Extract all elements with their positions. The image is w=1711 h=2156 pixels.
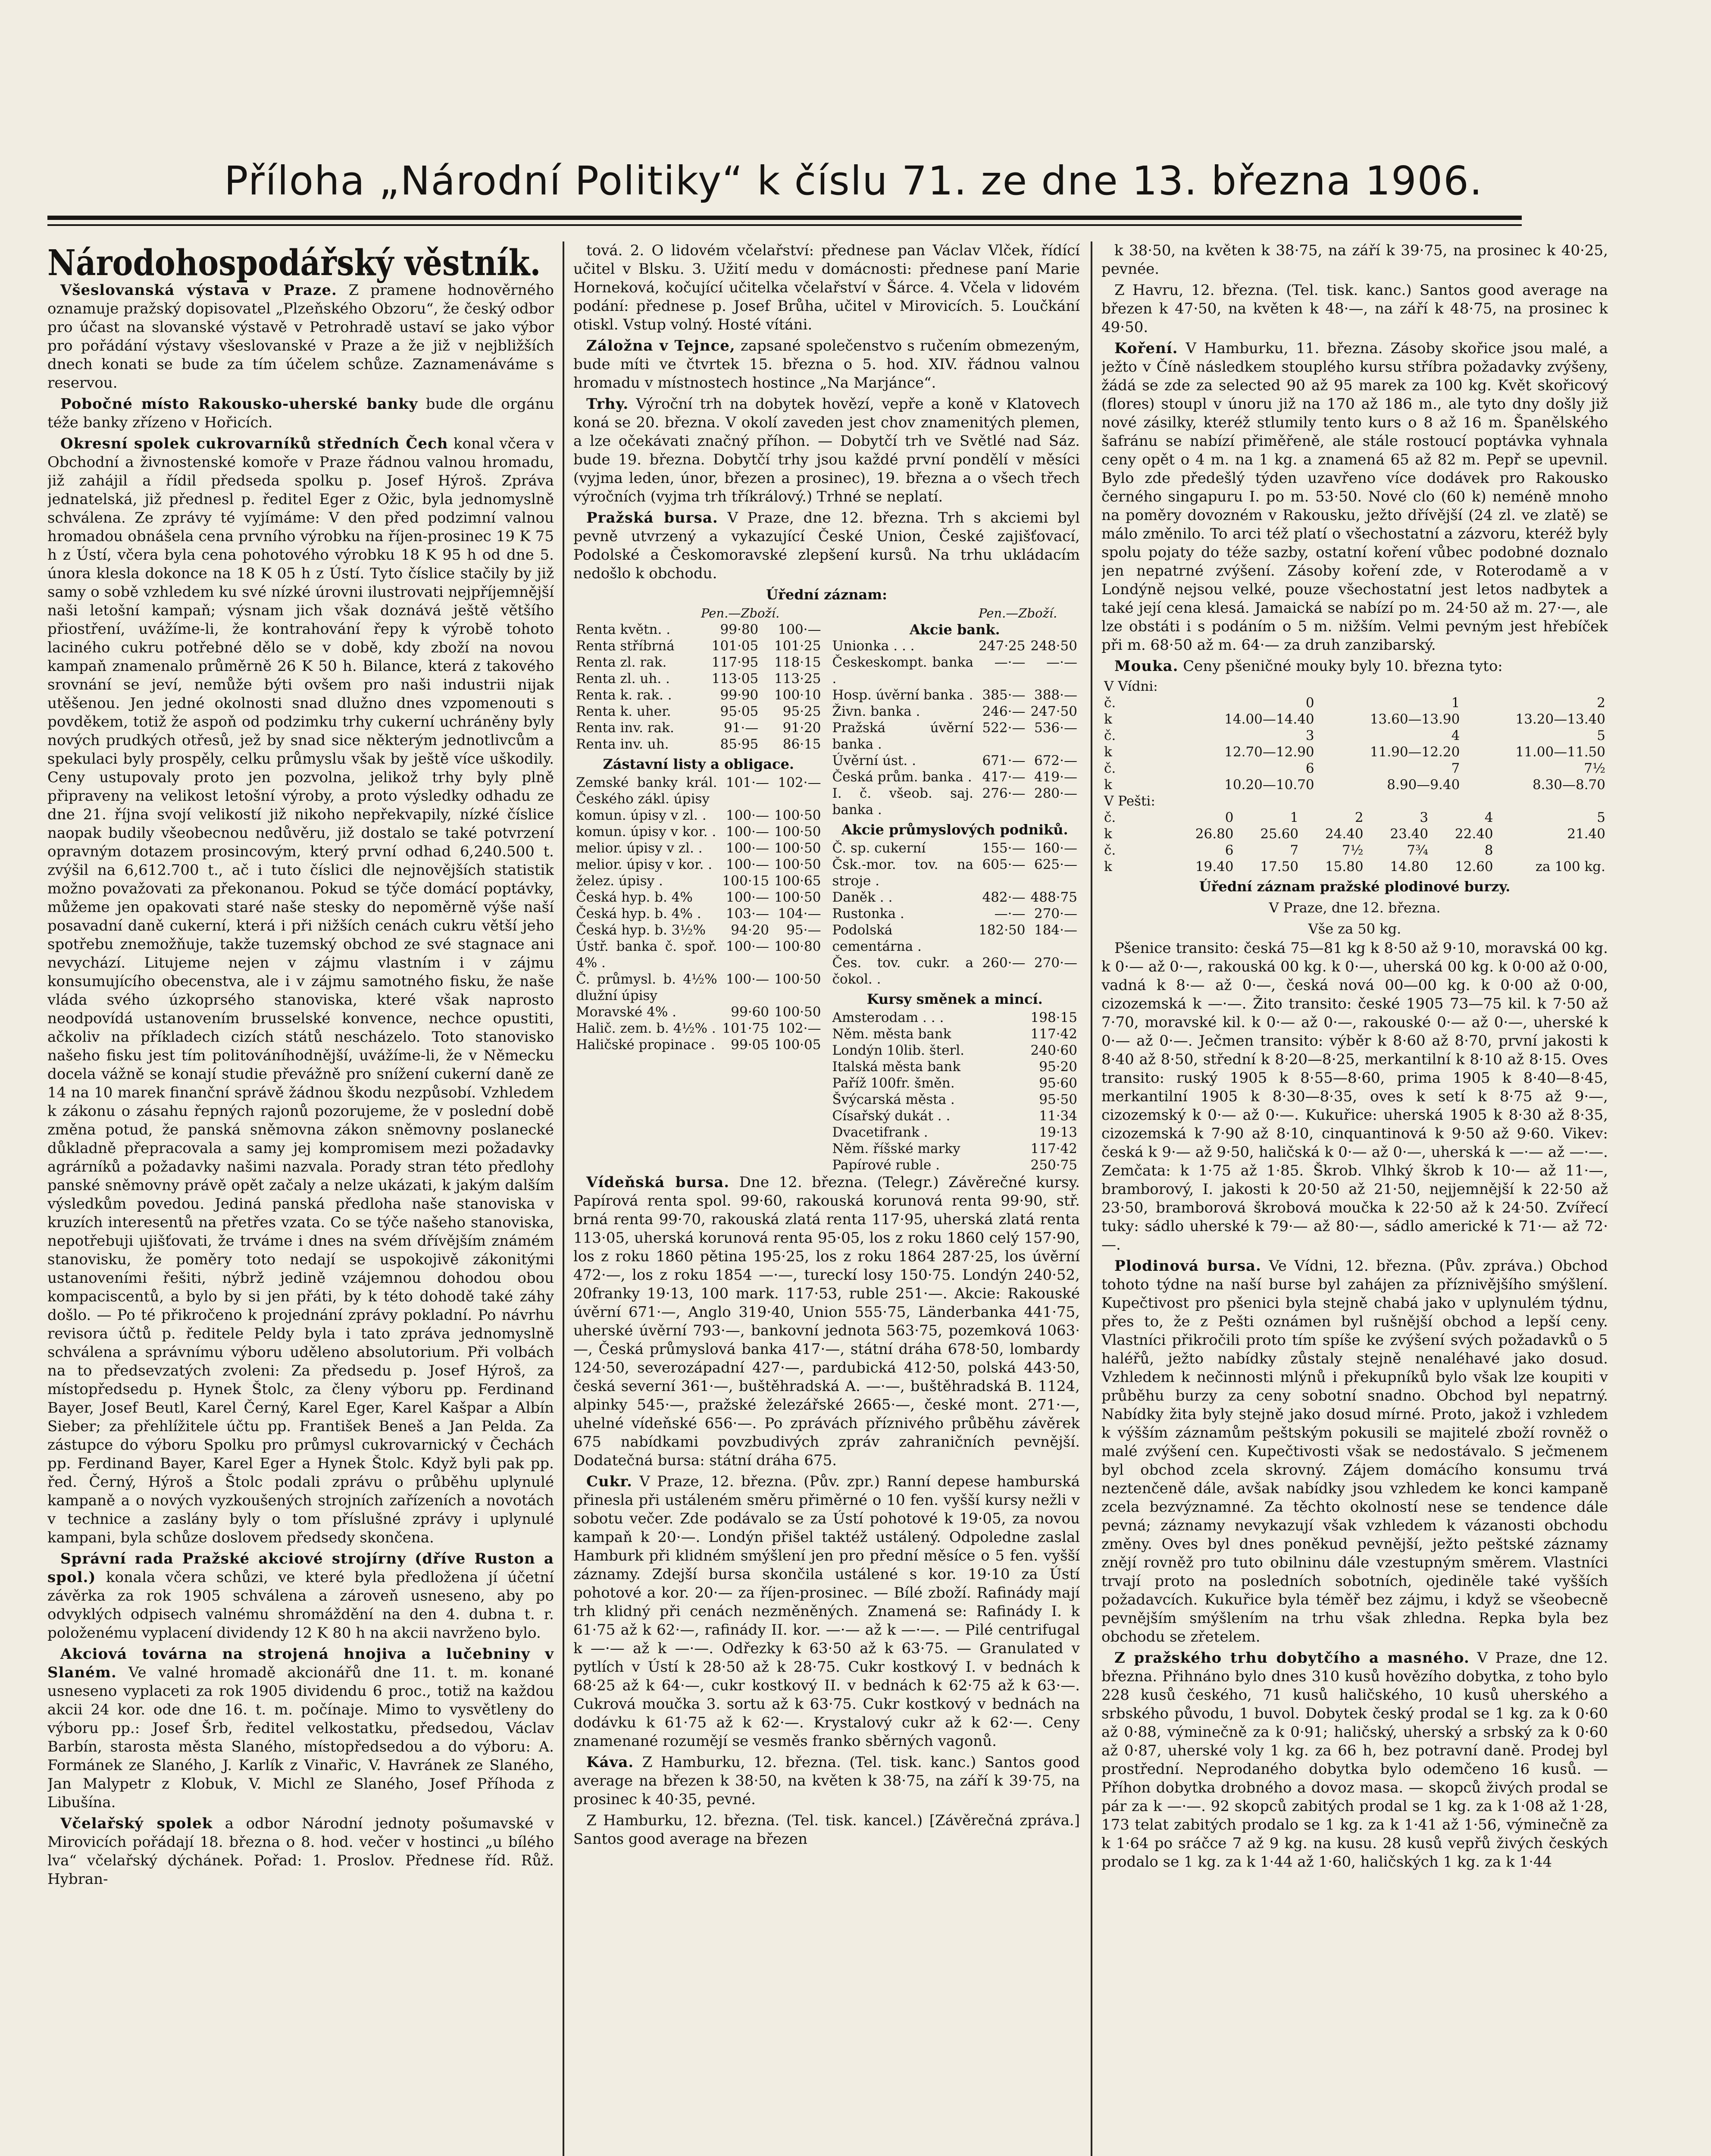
table-row: Ústř. banka č. spoř. 4% . 100·— 100·80 [576, 939, 821, 971]
article-plodinova: Plodinová bursa. Ve Vídni, 12. března. (Pův. zpráva.) Obchod tohoto týdne na naší burse byl zahájen za příznivějšího smýšlení. Kupečtivost pro pšenici byla stejně chabá jako v uplynulém týdnu, přes to, že z Pešti oznámen byl rušnější obchod a lepší ceny. Vlastníci přikročili proto tím spíše ke zvýšení svých požadavků o 5 haléřů, ježto nabídky zůstaly stejně nenaléhavé jako dosud. Vzhledem k nečinnosti mlýnů i překupníků bylo však lze koupiti v průběhu burzy za ceny sobotní snadno. Obchod byl nepatrný. Nabídky žita byly stejně jako dosud mírné. Proto, jakož i vzhledem k výšším záznamům peštským pokusili se majitelé zboží rovněž o malé zvýšení cen. Kupečtivosti však se nedostávalo. S ječmenem byl obchod zcela skrovný. Zájem domácího konsumu trvá neztenčeně dále, avšak nabídky jsou vzhledem ke konci kampaně zcela bezvýznamné. Za těchto okolností nese se tendence dále pevná; záznamy nevykazují však vzhledem k vázanosti obchodu změny. Oves byl dnes poněkud pevnější, ježto peštské záznamy znějí rovněž pro tuto obilninu dále vzestupným směrem. Vlastníci trvají proto na posledních sobotních, ojediněle také vyšších požadavcích. Kukuřice byla téměř bez zájmu, i když se všeobecně pevnějším smýšlením na trhu však zhledna. Repka byla bez obchodu se zřetelem. [1101, 1257, 1608, 1645]
table-row: Londýn 10lib. šterl. 240·60 [832, 1043, 1077, 1058]
table-row: Českeskompt. banka . —·— —·— [832, 655, 1077, 686]
article: Pobočné místo Rakousko-uherské banky bude dle orgánu téže banky zřízeno v Hořicích. [47, 395, 554, 431]
bourse-tables [573, 605, 1080, 1173]
table-row: Čsk.-mor. tov. na stroje . 605·— 625·— [832, 857, 1077, 889]
article-mouka: Mouka. Ceny pšeničné mouky byly 10. března tyto: [1114, 658, 1503, 675]
table-row: I. č. všeob. saj. banka . 276·— 280·— [832, 786, 1077, 818]
table-row: č. 0 1 2 [1104, 695, 1605, 711]
produce-record-title: Úřední záznam pražské plodinové burzy. [1199, 878, 1511, 895]
table-row: Italská města bank 95·20 [832, 1059, 1077, 1075]
zastavni-title: Zástavní listy a obligace. [603, 756, 795, 772]
table-row: Haličské propinace . 99·05 100·05 [576, 1037, 821, 1053]
table-row: Amsterodam . . . 198·15 [832, 1010, 1077, 1025]
table-row: Moravské 4% . 99·60 100·50 [576, 1004, 821, 1020]
article: Okresní spolek cukrovarníků středních Čech konal včera v Obchodní a živnostenské komoře v Praze řádnou valnou hromadu, již zahájil a řídil předseda spolku p. Josef Hýroš. Zpráva jednatelská, již přednesl p. ředitel Eger z Ožic, byla jednomyslně schválena. Ze zprávy té vyjímáme: V den před podzimní valnou hromadou obnášela cena prvního výrobku na říjen-prosinec 19 K 75 h z Ústí, včera byla cena pohotového výrobku 18 K 95 h od dne 5. února klesla dokonce na 18 K 05 h z Ústí. Tyto číslice stačily by již samy o sobě vzhledem ku své nízké úrovni ilustrovati nejpříjemnější naši letošní kampaň; výsnam jich však doznává ještě většího přiostření, uvážíme-li, že kontrahování řepy k výrobě tohoto laciného cukru potřebné dělo se v době, kdy zboží na novou kampaň znamenalo průměrně 26 K 50 h. Bilance, která z takového srovnání se jeví, nemůže býti ovšem pro naši industrii nijak utěšenou. Jen jedné okolnosti snad dlužno dnes vzpomenouti s povděkem, totiž že aspoň od podzimku trhy cukerní uchráněny byly nových prudkých otřesů, jež by snad sice některým jednotlivcům a spekulaci byly prospěly, celku průmyslu však by ještě více uškodily. Ceny ustupovaly proto jen pozvolna, jelikož trhy byly plně připraveny na velikost letošní výroby, a proto výsledky odhadu ze dne 21. října svojí velikostí již nikoho nepřekvapily, nízké číslice naopak budily všeobecnou nedůvěru, již dostalo se také potvrzení opravným dotazem prosincovým, který první odhad 6,240.500 t. zvýšil na 6,612.700 t., ač i tuto číslici dle nejnovějších statistik možno považovati za překonanou. Pokud se týče domácí poptávky, můžeme jen opakovati staré naše stesky do nepoměrně výše naší posavadní daně cukerní, která i při nižších cenách cukru větší jeho spotřebu znemožňuje, takže tuzemský obchod ze své stagnace ani nevychází. Litujeme nejen v zájmu vlastním i v zájmu konsumujícího obecenstva, ale i v zájmu samotného fisku, že naše vláda svého úzkoprsého stanoviska, které však naprosto neodpovídá ustanovením brusselské konvence, nechce opustiti, ačkoliv na příkladech cizích států nescházelo. Toto stanovisko našeho fisku jest tím politováníhodnější, uvážíme-li, že v Německu docela vážně se konají studie převážně pro snížení cukerní daně ze 14 na 10 marek finanční správě žádnou škodu nezpůsobí. Vzhledem k zákonu o zásahu řepných rajonů pozorujeme, že v poslední době změna potud, že panská sněmovna zákon sněmovny poslanecké důkladně přepracovala a samy jej kompromisem mezi požadavky agrárníků a požadavky našimi nazvala. Porady stran této předlohy panské sněmovny právě opět začaly a nelze ukázati, k jakým dalším výsledkům povedou. Jediná panská předloha naše stanoviska v kruzích interesentů na přetřes vzata. Co se týče našeho stanoviska, nepotřebuji ujišťovati, že trváme i dnes na svém dřívějším známém stanovisku, že poměry toto nedají se uspokojivě zákonitými ustanoveními řešiti, nýbrž jedině vzájemnou dohodou obou kompaciscentů, a bylo by si jen přáti, by k této dohodě také záhy došlo. — Po té přikročeno k projednání zprávy pokladní. Po návrhu revisora účtů p. ředitele Peldy byla i tato zpráva jednomyslně schválena a správnímu výboru uděleno absolutorium. Při volbách na to předsevzatých zvoleni: Za předsedu p. Josef Hýroš, za místopředsedu p. Hynek Štolc, za členy výboru pp. Ferdinand Bayer, Josef Beutl, Karel Černý, Karel Eger, Karel Kašpar a Albín Sieber; za přehlížitele účtu pp. František Beneš a Jan Pelda. Za zástupce do výboru Spolku pro průmysl cukrovarnický v Čechách pp. Ferdinand Bayer, Karel Eger a Hynek Štolc. Když byli pak pp. řed. Černý, Hýroš a Štolc podali zprávu o průběhu uplynulé kampaně a o nových vyzkoušených strojních zařízeních a novotách v technice a zaslány byly o tom příslušné zprávy i uplynulé kampani, byla schůze doslovem předsedy skončena. [47, 435, 554, 1546]
kursy-table [830, 1009, 1080, 1173]
header-rule [47, 216, 1522, 220]
article-trhy: Trhy. Výroční trh na dobytek hovězí, vepře a koně v Klatovech koná se 20. března. V okolí zaveden jest chov znamenitých plemen, a lze očekávati značný příhon. — Dobytčí trh ve Světlé nad Sáz. bude 19. března. Dobytčí trhy jsou každé první pondělí v měsíci (vyjma leden, únor, březen a prosinec), 19. března a o všech třech výročních (vyjma trh tříkrálový.) Trhné se neplatí. [573, 395, 1080, 505]
produce-record-text: Pšenice transito: česká 75—81 kg k 8·50 až 9·10, moravská 00 kg. k 0·— až 0·—, rakouská 00 kg. k 0·—, uherská 00 kg. k 0·00 až 0·00, vadná k 8·— až 0·—, česká nová 00—00 kg. k 0·00 až 0·00, cizozemská k —·—. Žito transito: české 1905 73—75 kil. k 7·50 až 7·70, moravské kil. k 0·— až 0·—, rakouské 0·— až 0·—, uherské k 0·— až 0·—. Ječmen transito: výběr k 8·60 až 8·70, první jakosti k 8·40 až 8·50, střední k 8·20—8·25, merkantilní k 8·10 až 8·15. Oves transito: ruský 1905 k 8·55—8·60, prima 1905 k 8·40—8·45, merkantilní 1905 k 8·30—8·35, oves k setí k 8·75 až 9·—, cizozemský k 0·— až 0·—. Kukuřice: uherská 1905 k 8·30 až 8·35, cizozemská k 7·90 až 8·10, cinquantinová k 9·50 až 9·60. Vikev: česká k 9·— až 9·50, haličská k 0·— až 0·—, uherská k —·— až —·—. Zemčata: k 1·75 až 1·85. Škrob. Vlhký škrob k 10·— až 11·—, bramborový, I. jakosti k 20·50 až 21·50, nejjemnější k 22·50 až 23·50, bramborová škrobová moučka k 22·50 až k 24·50. Zvířecí tuky: sádlo uherské k 79·— až 80·—, sádlo americké k 71·— až 72·—. [1101, 940, 1608, 1253]
table-row: Papírové ruble . 250·75 [832, 1157, 1077, 1173]
flour-table-pest: V Pešti: č. 0 1 2 3 4 5 k 26.80 25.60 24.40 23.40 22.40 21.40 č. 6 7 7½ 7¾ 8 k 19.40 17.50 15.80 14.80 12.60 za 100 kg. [1101, 793, 1608, 875]
table-row: č. 0 1 2 3 4 5 [1104, 810, 1605, 825]
table-row: Podolská cementárna . 182·50 184·— [832, 922, 1077, 954]
table-row: melior. úpisy v zl. . 100·— 100·50 [576, 840, 821, 856]
table-row: k 14.00—14.40 13.60—13.90 13.20—13.40 [1104, 711, 1605, 727]
table-row: Pražská úvěrní banka . 522·— 536·— [832, 720, 1077, 752]
table-row: Č. průmysl. b. 4½% dlužní úpisy 100·— 100·50 [576, 971, 821, 1003]
article-kava-2: Z Hamburku, 12. března. (Tel. tisk. kancel.) [Závěrečná zpráva.] Santos good average na březen [573, 1812, 1080, 1848]
table-row: Renta k. uher. 95·05 95·25 [576, 704, 821, 719]
column-divider-1 [563, 241, 564, 2156]
article-bursa: Pražská bursa. V Praze, dne 12. března. Trh s akciemi byl pevně utvrzený a vykazující České Union, České zajišťovací, Podolské a Českomoravské zlepšení kursů. Na trhu ukládacím nedošlo k obchodu. [573, 509, 1080, 582]
table-row: k 10.20—10.70 8.90—9.40 8.30—8.70 [1104, 777, 1605, 793]
table-row: Něm. města bank 117·42 [832, 1026, 1077, 1042]
header-rule-thin [47, 224, 1522, 226]
table-row: Něm. říšské marky 117·42 [832, 1141, 1077, 1156]
table-row: Renta květn. . 99·80 100·— [576, 622, 821, 637]
table-row: Dvacetifrank . 19·13 [832, 1125, 1077, 1140]
table-row: Živn. banka . 246·— 247·50 [832, 704, 1077, 719]
table-row: Čes. tov. cukr. a čokol. . 260·— 270·— [832, 955, 1077, 987]
table-row: želez. úpisy . 100·15 100·65 [576, 873, 821, 889]
article-havru: Z Havru, 12. března. (Tel. tisk. kanc.) Santos good average na březen k 47·50, na květen k 48·—, na září k 48·75, na prosinec k 49·50. [1101, 282, 1608, 336]
article-continuation: tová. 2. O lidovém včelařství: přednese pan Václav Vlček, řídící učitel v Blsku. 3. Užití medu v domácnosti: přednese paní Marie Horneková, kočující učitelka včelařství v Šárce. 4. Včela v lidovém podání: přednese p. Josef Brůha, učitel v Mirovicích. 5. Loučkání otiskl. Vstup volný. Hosté vítáni. [573, 242, 1080, 333]
table-row: č. 6 7 7½ [1104, 761, 1605, 776]
article-continuation-3: k 38·50, na květen k 38·75, na září k 39·75, na prosinec k 40·25, pevnée. [1101, 242, 1608, 278]
table-row: Česká hyp. b. 4% 100·— 100·50 [576, 890, 821, 905]
table-row: Česká hyp. b. 4% . 103·— 104·— [576, 906, 821, 921]
column-3 [1101, 241, 1608, 2156]
table-row: k 19.40 17.50 15.80 14.80 12.60 za 100 kg. [1104, 859, 1605, 874]
article-cukr: Cukr. V Praze, 12. března. (Pův. zpr.) Ranní depese hamburská přinesla při ustáleném směru přiměrné o 10 fen. vyšší kursy nežli v sobotu večer. Zde podávalo se za Ústí pohotové k 19·05, za novou kampaň k 20·—. Londýn přišel taktéž ustálený. Odpoledne zaslal Hamburk při klidném smýšlení jen pro přední měsíce o 5 fen. vyšší záznamy. Zdejší bursa skončila ustálené s kor. 19·10 za Ústí pohotové a kor. 20·— za říjen-prosinec. — Bílé zboží. Rafinády mají trh klidný při cenách nezměněných. Znamená se: Rafinády I. k 61·75 až k 62·—, rafinády II. kor. —·— až k —·—. — Pilé centrifugal k —·— až k —·—. Odřezky k 63·50 až k 63·75. — Granulated v pytlích v Ústí k 28·50 až k 28·75. Cukr kostkový I. v bednách k 68·25 až k 64·—, cukr kostkový II. v bednách k 62·75 až k 63·—. Cukrová moučka 3. sortu až k 63·75. Cukr kostkový v bednách na dodávku k 61·75 až k 62·—. Krystalový cukr až k 62·—. Ceny znamenané rozumějí se vesměs franko sběrných vagonů. [573, 1473, 1080, 1750]
table-row: Renta inv. uh. 85·95 86·15 [576, 736, 821, 752]
table-row: Úvěrní úst. . 671·— 672·— [832, 753, 1077, 768]
page-header: Příloha „Národní Politiky“ k číslu 71. ze dne 13. března 1906. [224, 158, 1483, 204]
produce-record-date: V Praze, dne 12. března. [1269, 899, 1441, 916]
table-row: Renta k. rak. . 99·90 100·10 [576, 687, 821, 703]
article-zalozna: Záložna v Tejnce, zapsané společenstvo s ručením obmezeným, bude míti ve čtvrtek 15. března o 5. hod. XIV. řádnou valnou hromadu v místnostech hostince „Na Marjánce“. [573, 337, 1080, 392]
article-videnska: Vídeňská bursa. Dne 12. března. (Telegr.) Závěrečné kursy. Papírová renta spol. 99·60, rakouská korunová renta 99·90, stř. brná renta 99·70, rakouská zlatá renta 117·95, uherská zlatá renta 113·05, uherská korunová renta 95·05, los z roku 1860 celý 157·90, los z roku 1860 pětina 195·25, los z roku 1864 287·25, los úvěrní 472·—, los z roku 1854 —·—, tureckí losy 150·75. Londýn 240·52, 20franky 19·13, 100 mark. 117·53, ruble 251·—. Akcie: Rakouské úvěrní 671·—, Anglo 319·40, Union 555·75, Länderbanka 441·75, uherské úvěrní 793·—, bankovní jednota 563·75, pozemková 1063·—, Česká průmyslová banka 417·—, státní dráha 678·50, lombardy 124·50, severozápadní 427·—, pardubická 412·50, polská 443·50, česká severní 361·—, buštěhradská A. —·—, buštěhradská B. 1124, alpinky 545·—, pražské železářské 2665·—, české mont. 271·—, uhelné vídeňské 656·—. Po zprávách příznivého průběhu závěrek 675 nabídkami povzbudivých zpráv zahraničních pevnější. Dodatečná bursa: státní dráha 675. [573, 1174, 1080, 1469]
table-row: Halič. zem. b. 4½% . 101·75 102·— [576, 1021, 821, 1036]
article-koreni: Koření. V Hamburku, 11. března. Zásoby skořice jsou malé, a ježto v Číně následkem stouplého kursu stříbra požadavky zvýšeny, žádá se zde za selected 90 až 95 marek za 100 kg. Květ skořicový (flores) stoupl v únoru již na 170 až 186 m., ale tyto dny došly již nové zásilky, kteréž stlumily tento kurs o 8 až 16 m. Španělského šafránu se nabízí přiměřeně, ale stále rostoucí poptávka vyhnala ceny opět o 4 m. na 1 kg. a znamená 65 až 82 m. Pepř se upevnil. Bylo zde předešlý týden uzavřeno více dodávek pro Rakousko černého singapuru I. po m. 53·50. Nové clo (60 k) neméně mnoho na poměry dovozném v Rakousku, ježto dřívější (24 zl. ve zlatě) se málo změnilo. To arci též platí o všechostatní a zázvoru, kteréž byly spolu pojaty do téže sazby, ostatní koření vůbec podobné doznalo jen nepatrné zvýšení. Zásoby koření zde, v Roterodamě a v Londýně nejsou velké, pouze všechostatní jest letos nadbytek a také její cena klesá. Jamaická se nabízí po m. 24·50 až m. 27·—, ale lze obstáti i s podáním o 5 m. nižším. Velmi pevným jest hřebíček při m. 68·50 až m. 64·— za druh zanzibarský. [1101, 340, 1608, 654]
col1-articles [47, 281, 554, 1889]
renta-table: Pen.—Zboží. Renta květn. . 99·80 100·— Renta stříbrná 101·05 101·25 Renta zl. rak. 117·95 118·15 Renta zl. uh. . 113·05 113·25 Renta k. rak. . 99·90 100·10 Renta k. uher. 95·05 95·25 Renta inv. rak. 91·— 91·20 Renta inv. uh. 85·95 86·15 [573, 605, 824, 752]
article: Správní rada Pražské akciové strojírny (dříve Ruston a spol.) konala včera schůzi, ve které byla předložena jí účetní závěrka za rok 1905 schválena a zároveň usneseno, aby po odvyklých odpisech valnému shromáždění na den 4. dubna t. r. položenému vyplacení dividendy 12 K 80 h na akcii navrženo bylo. [47, 1550, 554, 1642]
table-row: Renta stříbrná 101·05 101·25 [576, 638, 821, 654]
column-2 [573, 241, 1080, 2156]
kursy-title: Kursy směnek a mincí. [866, 991, 1043, 1007]
table-row: Česká prům. banka . 417·— 419·— [832, 769, 1077, 785]
akcie-prum-title: Akcie průmyslových podniků. [841, 821, 1068, 838]
official-record-title: Úřední záznam: [766, 586, 887, 603]
table-row: komun. úpisy v kor. . 100·— 100·50 [576, 824, 821, 840]
akcie-prum-table [830, 840, 1080, 987]
flour-table-vienna: V Vídni: č. 0 1 2 k 14.00—14.40 13.60—13.90 13.20—13.40 č. 3 4 5 k 12.70—12.90 11.90—12.20 11.00—11.50 č. 6 7 7½ k 10.20—10.70 8.90—9.40 8.30—8.70 [1101, 678, 1608, 793]
table-row: Č. sp. cukerní 155·— 160·— [832, 840, 1077, 856]
table-row: Rustonka . —·— 270·— [832, 906, 1077, 921]
bourse-left [573, 605, 824, 1173]
table-row: Renta inv. rak. 91·— 91·20 [576, 720, 821, 736]
column-1 [47, 241, 554, 2156]
table-row: Císařský dukát . . 11·34 [832, 1108, 1077, 1124]
table-row: Renta zl. uh. . 113·05 113·25 [576, 671, 821, 686]
table-row: Unionka . . . 247·25 248·50 [832, 638, 1077, 654]
table-row: Daněk . . 482·— 488·75 [832, 890, 1077, 905]
produce-record-unit: Vše za 50 kg. [1308, 921, 1401, 937]
table-row: k 12.70—12.90 11.90—12.20 11.00—11.50 [1104, 744, 1605, 760]
table-row: Česká hyp. b. 3½% 94·20 95·— [576, 922, 821, 938]
akcie-bank-table: Pen.—Zboží. Akcie bank. Unionka . . . 247·25 248·50 Českeskompt. banka . —·— —·— Hosp. úvěrní banka . 385·— 388·— Živn. banka . 246·— 247·50 Pražská úvěrní banka . 522·— 536·— Úvěrní úst. . 671·— 672·— Česká prům. banka . 417·— 419·— I. č. všeob. saj. banka . 276·— 280·— [830, 605, 1080, 818]
table-row: melior. úpisy v kor. . 100·— 100·50 [576, 857, 821, 872]
zastavni-table [573, 774, 824, 1053]
table-row: Hosp. úvěrní banka . 385·— 388·— [832, 687, 1077, 703]
table-row: Zemské banky král. Českého zákl. úpisy 101·— 102·— [576, 775, 821, 807]
table-row: k 26.80 25.60 24.40 23.40 22.40 21.40 [1104, 826, 1605, 842]
table-row: Švýcarská města . 95·50 [832, 1092, 1077, 1107]
article-kava: Káva. Z Hamburku, 12. března. (Tel. tisk. kanc.) Santos good average na březen k 38·50, na květen k 38·75, na září k 39·75, na prosinec k 40·35, pevné. [573, 1754, 1080, 1808]
column-divider-2 [1091, 241, 1092, 2156]
table-row: Paříž 100fr. šměn. 95·60 [832, 1075, 1077, 1091]
table-row: č. 3 4 5 [1104, 728, 1605, 743]
article: Včelařský spolek a odbor Národní jednoty pošumavské v Mirovicích pořádají 18. března o 8. hod. večer v hostinci „u bílého lva“ včelařský dýchánek. Pořad: 1. Proslov. Přednese říd. Růž. Hybran- [47, 1815, 554, 1888]
table-row: Renta zl. rak. 117·95 118·15 [576, 655, 821, 670]
section-title: Národohospodářský věstník. [47, 241, 541, 284]
bourse-right [830, 605, 1080, 1173]
article: Všeslovanská výstava v Praze. Z pramene hodnověrného oznamuje pražský dopisovatel „Plzeňského Obzoru“, že český odbor pro účast na slovanské výstavě v Petrohradě ustaví se jako výbor pro pořádání výstavy všeslovanské v Praze a že již v nejbližších dnech konati se bude za tím účelem schůze. Zaznamenáváme s reservou. [47, 282, 554, 392]
table-row: komun. úpisy v zl. . 100·— 100·50 [576, 808, 821, 823]
article-dobytek: Z pražského trhu dobytčího a masného. V Praze, dne 12. března. Přihnáno bylo dnes 310 kusů hovězího dobytka, z toho bylo 228 kusů českého, 71 kusů haličského, 10 kusů uherského a srbského původu, 1 buvol. Dobytek český prodal se 1 kg. za k 0·60 až 0·88, výminečně za k 0·91; haličský, uherský a srbský za k 0·60 až 0·87, uherské voly 1 kg. za 66 h, bez potravní daně. Prodej byl prostřední. Neprodaného dobytka bylo odemčeno 16 kusů. — Příhon dobytka drobného a dovoz masa. — skopců živých prodal se pár za k —·—. 92 skopců zabitých prodal se 1 kg. za k 1·08 až 1·28, 173 telat zabitých prodalo se 1 kg. za k 1·41 až 1·56, výminečně za k 1·64 po sráčce 7 až 9 kg. na kusu. 28 kusů vepřů živých českých prodalo se 1 kg. za k 1·44 až 1·60, haličských 1 kg. za k 1·44 [1101, 1649, 1608, 1871]
table-row: č. 6 7 7½ 7¾ 8 [1104, 843, 1493, 858]
article: Akciová továrna na strojená hnojiva a lučebniny v Slaném. Ve valné hromadě akcionářů dne 11. t. m. konané usneseno vyplaceti za rok 1905 dividendu 6 proc., totiž na každou akcii 24 kor. ode dne 16. t. m. počínaje. Mimo to vysvětleny do výboru pp.: Josef Šrb, ředitel velkostatku, předsedou, Václav Barbín, starosta města Slaného, místopředsedou a do výboru: A. Formánek ze Slaného, J. Karlík z Vinařic, V. Havránek ze Slaného, Jan Malypetr z Klobuk, V. Michl ze Slaného, Josef Příhoda z Libušína. [47, 1645, 554, 1811]
